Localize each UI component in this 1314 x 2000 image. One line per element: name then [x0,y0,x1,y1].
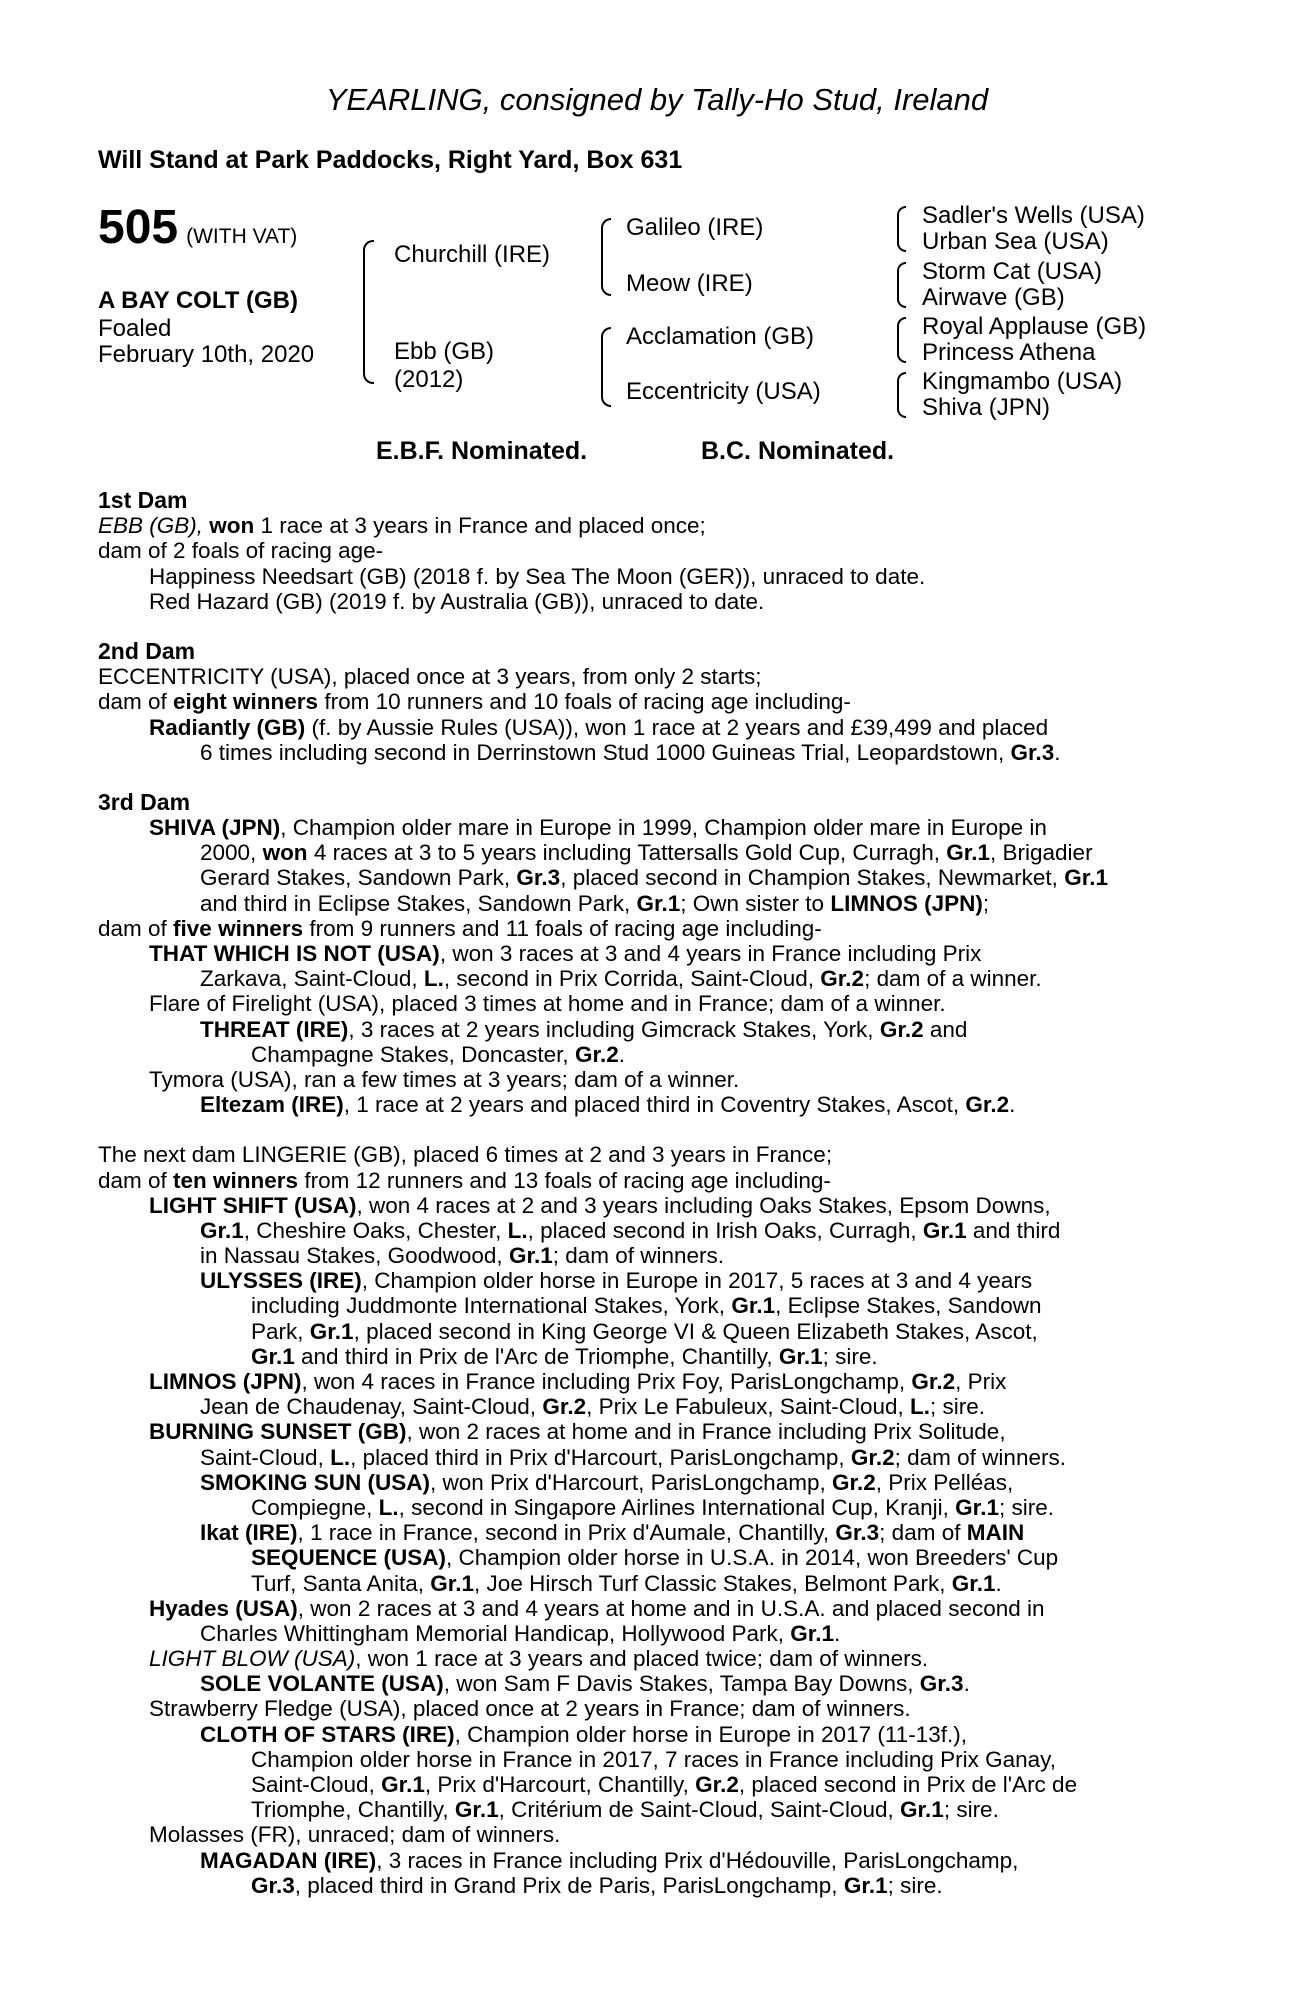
next-dam-line: Champion older horse in France in 2017, 7 races in France including Prix Ganay, [251,1746,1057,1772]
text: ; dam of a winner. [864,966,1042,992]
horse-name: Ikat (IRE) [200,1520,298,1546]
text: Zarkava, Saint-Cloud, [200,966,424,992]
text: , Joe Hirsch Turf Classic Stakes, Belmont Park, [474,1570,952,1596]
next-dam-line [98,1621,1218,1646]
pedigree-brace [363,310,374,384]
text: , Champion older horse in Europe in 2017, 5 races at 3 and 4 years [361,1268,1033,1294]
horse-name: Eltezam (IRE) [200,1092,344,1118]
second-dam-line [98,740,1218,765]
text: Saint-Cloud, [251,1772,382,1797]
text: ; sire. [822,1343,878,1369]
first-dam-line [98,513,1218,538]
grade: Gr.3 [516,865,561,891]
text: , placed second in King George VI & Queen Elizabeth Stakes, Ascot, [353,1318,1038,1344]
emphasis: won [262,840,308,866]
text: including Juddmonte International Stakes, York, [251,1293,732,1319]
pedigree-g3-7: Kingmambo (USA) [922,368,1123,395]
grade: Gr.2 [820,966,865,992]
pedigree-sire: Churchill (IRE) [394,241,551,268]
text: ; Own sister to [680,890,831,916]
next-dam-line [98,1419,1218,1444]
next-dam-line [98,1520,1218,1545]
grade: Gr.2 [879,1016,924,1042]
text: Compiegne, [251,1494,379,1520]
pedigree-g3-1: Sadler's Wells (USA) [922,202,1145,229]
grade: Gr.1 [922,1217,967,1243]
text: and third [966,1217,1061,1243]
next-dam-line [98,1873,1218,1898]
next-dam-line: Strawberry Fledge (USA), placed once at 2 years in France; dam of winners. [149,1696,911,1722]
text: 2000, [200,840,263,866]
lot-number-value: 505 [98,201,179,254]
pedigree-brace [897,228,906,252]
pedigree-sire-dam: Meow (IRE) [626,270,753,297]
text: and [923,1016,968,1042]
grade: Gr.1 [731,1293,776,1319]
text: 4 races at 3 to 5 years including Tattersalls Gold Cup, Curragh, [307,840,947,866]
grade: Gr.1 [778,1343,823,1369]
grade: Gr.3 [1010,739,1055,765]
horse-name: LIGHT BLOW (USA) [149,1646,356,1672]
grade: Gr.1 [1064,865,1108,891]
horse-name: MAGADAN (IRE) [200,1847,377,1873]
grade: Gr.3 [251,1872,295,1898]
first-dam-heading: 1st Dam [98,487,188,513]
next-dam-line: The next dam LINGERIE (GB), placed 6 times at 2 and 3 years in France; [98,1142,833,1168]
text: . [995,1570,1002,1596]
grade: L. [507,1217,528,1243]
text: ; dam of [879,1520,967,1546]
next-dam-line [98,1495,1218,1520]
lot-vat: (WITH VAT) [186,225,298,248]
text: , Brigadier [990,840,1093,866]
foaled-date: February 10th, 2020 [98,341,315,368]
next-dam-line [98,1168,1218,1193]
lot-number [98,201,298,254]
emphasis: eight winners [173,689,319,715]
next-dam-line [98,1671,1218,1696]
pedigree-dam-dam: Eccentricity (USA) [626,378,821,405]
text: from 10 runners and 10 foals of racing age including- [318,689,851,715]
text: ; sire. [887,1872,943,1898]
text: . [963,1671,970,1697]
text: , 3 races at 2 years including Gimcrack Stakes, York, [348,1016,880,1042]
horse-name: SOLE VOLANTE (USA) [200,1671,444,1697]
pedigree-brace [601,262,611,296]
text: , 3 races in France including Prix d'Hédouville, ParisLongchamp, [376,1847,1019,1873]
text: dam of [98,689,174,715]
second-dam-line [98,689,1218,714]
grade: Gr.2 [911,1369,956,1394]
next-dam-line [98,1218,1218,1243]
bc-nominated: B.C. Nominated. [701,437,895,465]
stand-location: Will Stand at Park Paddocks, Right Yard, Box 631 [98,146,683,174]
horse-name: CLOTH OF STARS (IRE) [200,1721,455,1747]
grade: Gr.2 [542,1394,587,1420]
text: Jean de Chaudenay, Saint-Cloud, [200,1394,543,1420]
text: . [1009,1092,1016,1118]
text: , Cheshire Oaks, Chester, [243,1217,508,1243]
third-dam-line [98,840,1218,865]
next-dam-line [98,1722,1218,1747]
pedigree-brace [897,394,906,418]
text: ; sire. [930,1394,986,1420]
text: ; sire. [943,1797,999,1823]
text: 1 race at 3 years in France and placed once; [254,513,706,539]
text: in Nassau Stakes, Goodwood, [200,1243,509,1269]
third-dam-line [98,941,1218,966]
text: . [618,1041,625,1067]
text: , Eclipse Stakes, Sandown [775,1293,1042,1319]
catalogue-body [98,488,1218,1898]
grade: Gr.3 [835,1520,880,1546]
next-dam-line [98,1470,1218,1495]
first-dam-foal: Red Hazard (GB) (2019 f. by Australia (GB)), unraced to date. [149,588,765,614]
text: , won Prix d'Harcourt, ParisLongchamp, [430,1469,832,1495]
emphasis: five winners [173,915,304,941]
text: and third in Eclipse Stakes, Sandown Park, [200,890,637,916]
grade: Gr.1 [454,1797,499,1823]
first-dam-line: dam of 2 foals of racing age- [98,538,384,564]
text: from 12 runners and 13 foals of racing age including- [298,1167,831,1193]
horse-name: SEQUENCE (USA) [251,1545,447,1571]
grade: L. [330,1444,351,1470]
text: . [834,1620,841,1646]
pedigree-sire-sire: Galileo (IRE) [626,214,764,241]
text: from 9 runners and 11 foals of racing age including- [303,915,822,941]
text: , placed third in Prix d'Harcourt, ParisLongchamp, [350,1444,851,1470]
third-dam-line: Tymora (USA), ran a few times at 3 years; dam of a winner. [149,1066,740,1092]
text: , Champion older horse in U.S.A. in 2014, won Breeders' Cup [446,1545,1059,1571]
first-dam-foal: Happiness Needsart (GB) (2018 f. by Sea The Moon (GER)), unraced to date. [149,563,926,589]
horse-name: LIGHT SHIFT (USA) [149,1192,357,1218]
next-dam-line [98,1646,1218,1671]
text: dam of [98,915,174,941]
next-dam-line [98,1445,1218,1470]
pedigree-g3-5: Royal Applause (GB) [922,313,1147,340]
pedigree-brace [897,372,906,396]
pedigree-g3-4: Airwave (GB) [922,284,1065,311]
third-dam-line: Flare of Firelight (USA), placed 3 times at home and in France; dam of a winner. [149,991,946,1017]
pedigree-g3-2: Urban Sea (USA) [922,228,1109,255]
text: , placed second in Irish Oaks, Curragh, [527,1217,923,1243]
grade: Gr.1 [251,1343,295,1369]
grade: Gr.1 [200,1217,244,1243]
next-dam-line: Molasses (FR), unraced; dam of winners. [149,1822,561,1848]
third-dam-line [98,865,1218,890]
next-dam-line [98,1772,1218,1797]
text: ; dam of winners. [894,1444,1066,1470]
text: , second in Singapore Airlines International Cup, Kranji, [398,1494,956,1520]
text: , won 2 races at home and in France including Prix Solitude, [406,1419,1006,1445]
text: Park, [251,1318,310,1344]
second-dam-heading: 2nd Dam [98,637,196,664]
grade: Gr.1 [430,1570,475,1596]
text: ; sire. [998,1494,1054,1520]
grade: L. [378,1494,399,1520]
text: Champagne Stakes, Doncaster, [251,1041,575,1067]
pedigree-brace [897,206,906,230]
pedigree-brace [363,240,374,312]
text: , Critérium de Saint-Cloud, Saint-Cloud, [498,1797,901,1823]
text: , second in Prix Corrida, Saint-Cloud, [443,966,821,992]
pedigree-g3-3: Storm Cat (USA) [922,258,1103,285]
grade: Gr.2 [850,1444,895,1470]
text: , won 4 races in France including Prix Foy, ParisLongchamp, [301,1369,912,1394]
text: (f. by Aussie Rules (USA)), won 1 race at 2 years and £39,499 and placed [305,714,1049,740]
third-dam-line [98,1017,1218,1042]
text: , won 4 races at 2 and 3 years including Oaks Stakes, Epsom Downs, [356,1192,1051,1218]
grade: Gr.1 [381,1772,425,1797]
pedigree-brace [601,327,611,373]
text: , placed second in Prix de l'Arc de [738,1772,1078,1797]
text: dam of [98,1167,174,1193]
grade: Gr.1 [955,1494,999,1520]
text: , won 2 races at 3 and 4 years at home and in U.S.A. and placed second in [297,1595,1045,1621]
grade: Gr.1 [508,1243,553,1269]
grade: Gr.1 [309,1318,354,1344]
third-dam-line [98,815,1218,840]
text: , 1 race at 2 years and placed third in Coventry Stakes, Ascot, [343,1092,966,1118]
emphasis: ten winners [173,1167,299,1193]
ebf-nominated: E.B.F. Nominated. [376,437,588,465]
text: , placed third in Grand Prix de Paris, ParisLongchamp, [294,1872,844,1898]
second-dam-line: ECCENTRICITY (USA), placed once at 3 years, from only 2 starts; [98,664,762,690]
text: 6 times including second in Derrinstown Stud 1000 Guineas Trial, Leopardstown, [200,739,1011,765]
grade: Gr.3 [919,1671,964,1697]
horse-name: LIMNOS (JPN) [149,1369,302,1394]
text: , Prix Le Fabuleux, Saint-Cloud, [586,1394,911,1420]
second-dam-line [98,715,1218,740]
pedigree-brace [897,284,906,308]
horse-name: THAT WHICH IS NOT (USA) [149,941,440,966]
third-dam-line [98,1092,1218,1117]
grade: Gr.2 [831,1469,876,1495]
next-dam-line [98,1243,1218,1268]
third-dam-line [98,1042,1218,1067]
text: Turf, Santa Anita, [251,1570,431,1596]
text: Triomphe, Chantilly, [251,1797,455,1823]
pedigree-brace [897,262,906,286]
grade: Gr.2 [574,1041,619,1067]
next-dam-line [98,1596,1218,1621]
next-dam-line [98,1268,1218,1293]
pedigree-brace [601,371,611,407]
text: , Prix d'Harcourt, Chantilly, [424,1772,696,1797]
horse-name: SHIVA (JPN) [149,815,281,841]
next-dam-line [98,1369,1218,1394]
horse-name: Hyades (USA) [149,1595,298,1621]
dam-name: EBB (GB), [98,513,210,539]
pedigree-brace [897,317,906,341]
text: Gerard Stakes, Sandown Park, [200,865,517,891]
next-dam-line [98,1571,1218,1596]
pedigree-g3-6: Princess Athena [922,339,1096,366]
grade: Gr.2 [965,1092,1010,1118]
next-dam-line [98,1394,1218,1419]
third-dam-line [98,916,1218,941]
text: , placed second in Champion Stakes, Newmarket, [560,865,1065,891]
next-dam-line [98,1344,1218,1369]
grade: Gr.1 [790,1620,835,1646]
foaled-label: Foaled [98,315,172,342]
grade: Gr.1 [636,890,681,916]
pedigree-brace [601,218,611,264]
lot-description: A BAY COLT (GB) [98,287,299,314]
grade: Gr.1 [843,1872,888,1898]
text: , Champion older mare in Europe in 1999, Champion older mare in Europe in [280,815,1047,841]
pedigree-dam-year: (2012) [394,366,464,393]
text: and third in Prix de l'Arc de Triomphe, Chantilly, [294,1343,779,1369]
grade: Gr.2 [695,1772,739,1797]
text: ; dam of winners. [552,1243,725,1269]
text: Charles Whittingham Memorial Handicap, Hollywood Park, [200,1620,791,1646]
next-dam-line [98,1545,1218,1570]
text: , Champion older horse in Europe in 2017 (11-13f.), [454,1721,967,1747]
horse-name: THREAT (IRE) [200,1016,349,1042]
text: , Prix Pelléas, [875,1469,1014,1495]
text: ; [982,890,990,916]
pedigree-dam: Ebb (GB) [394,338,495,365]
third-dam-line [98,966,1218,991]
next-dam-line [98,1293,1218,1318]
horse-name: BURNING SUNSET (GB) [149,1419,407,1445]
horse-name: MAIN [966,1520,1025,1546]
grade: Gr.1 [900,1797,944,1823]
text: , won Sam F Davis Stakes, Tampa Bay Downs, [443,1671,920,1697]
next-dam-line [98,1848,1218,1873]
next-dam-line [98,1193,1218,1218]
next-dam-line [98,1797,1218,1822]
horse-name: LIMNOS (JPN) [830,890,983,916]
horse-name: SMOKING SUN (USA) [200,1469,430,1495]
horse-name: Radiantly (GB) [149,714,306,740]
text: , won 3 races at 3 and 4 years in France including Prix [439,941,982,966]
next-dam-line [98,1319,1218,1344]
pedigree-dam-sire: Acclamation (GB) [626,323,815,350]
text: . [1054,739,1061,765]
grade: Gr.1 [946,840,991,866]
pedigree-brace [897,339,906,363]
grade: L. [910,1394,931,1420]
pedigree-g3-8: Shiva (JPN) [922,394,1051,421]
page-title: YEARLING, consigned by Tally-Ho Stud, Ireland [325,82,989,117]
text: Saint-Cloud, [200,1444,331,1470]
grade: L. [423,966,444,992]
emphasis: won [209,513,255,539]
third-dam-heading: 3rd Dam [98,788,191,815]
grade: Gr.1 [951,1570,996,1596]
horse-name: ULYSSES (IRE) [200,1268,362,1294]
text: , Prix [955,1369,1007,1394]
text: , won 1 race at 3 years and placed twice; dam of winners. [355,1646,929,1672]
text: , 1 race in France, second in Prix d'Aumale, Chantilly, [297,1520,836,1546]
third-dam-line [98,891,1218,916]
